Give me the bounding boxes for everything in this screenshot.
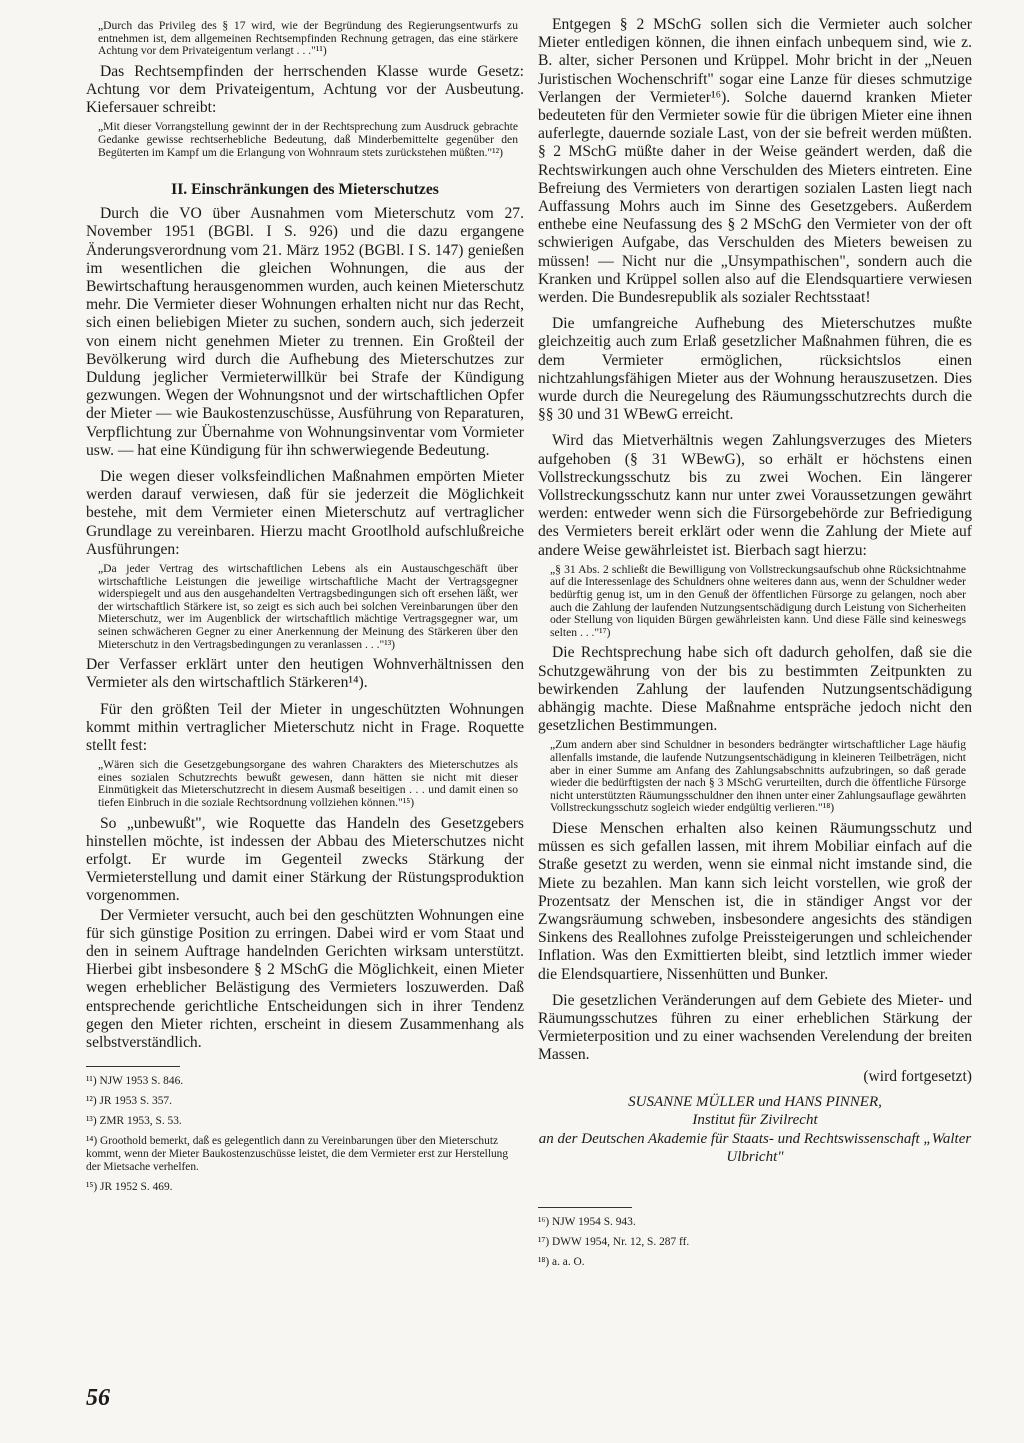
quote-block: „Mit dieser Vorrangstellung gewinnt der in der Rechtsprechung zum Ausdruck gebrachte Gedanke gewisse rechtserhebliche Bedeutung, daß Minderbemittelte gegenüber den Begüterten im Kampf um die Erlangung von Wohnraum stets zurückstehen müßten."¹²) xyxy=(98,120,518,159)
continuation-note: (wird fortgesetzt) xyxy=(863,1067,972,1085)
author-names: SUSANNE MÜLLER und HANS PINNER, xyxy=(628,1093,882,1110)
quote-block: „Da jeder Vertrag des wirtschaftlichen Lebens als ein Austauschgeschäft über wirtschaftliche Leistungen die jeweilige wirtschaftliche Macht der Vertragsgegner widerspiegelt und aus den ausgehandelten Vertragsbedingungen sich oft ersehen läßt, wer der wirtschaftlich Stärkere ist, so zeigt es sich auch bei solchen Vereinbarungen über den Mieterschutz, wer im Augenblick der wirtschaftlich mächtige Vertragsgegner war, um seinen schwächeren Gegner zu einer Anerkennung der Meinung des Stärkeren über den Mieterschutz in den Vertragsbedingungen zu veranlassen . . ."¹³) xyxy=(98,562,518,651)
paragraph: Für den größten Teil der Mieter in ungeschützten Wohnungen kommt mithin vertraglicher Mieterschutz nicht in Frage. Roquette stellt fest: xyxy=(86,700,524,754)
footnote: ¹⁶) NJW 1954 S. 943. xyxy=(538,1215,636,1228)
footnote: ¹³) ZMR 1953, S. 53. xyxy=(86,1115,182,1128)
paragraph: Durch die VO über Ausnahmen vom Mieterschutz vom 27. November 1951 (BGBl. I S. 926) und die dazu ergangene Änderungsverordnung vom 21. März 1952 (BGBl. I S. 147) genießen im wesentlichen die gleichen Wohnungen, die aus der Bewirtschaftung herausgenommen wurden, auch keinen Mieterschutz mehr. Die Vermieter dieser Wohnungen erhalten nicht nur das Recht, sich einen beliebigen Mieter zu suchen, sondern auch, sich jederzeit von einem nicht genehmen Mieter zu trennen. Ein Großteil der Bevölkerung wird durch die Aufhebung des Mieterschutzes zur Duldung jeglicher Vermieterwillkür bei Strafe der Kündigung gezwungen. Wegen der Wohnungsnot und der wirtschaftlichen Opfer der Mieter — wie Baukostenzuschüsse, Ausführung von Reparaturen, Verpflichtung zur Übernahme von Wohnungsinventar vom Vormieter usw. — hat eine Kündigung für ihn schwerwiegende Bedeutung. xyxy=(86,205,524,459)
academy-name: an der Deutschen Akademie für Staats- und Rechtswissenschaft „Walter Ulbricht" xyxy=(538,1130,972,1166)
footnote: ¹¹) NJW 1953 S. 846. xyxy=(86,1075,184,1088)
left-column xyxy=(86,16,524,1201)
paragraph: Die umfangreiche Aufhebung des Mieterschutzes mußte gleichzeitig auch zum Erlaß gesetzlicher Maßnahmen führen, die es dem Vermieter ermöglichen, rücksichtslos einen nichtzahlungsfähigen Mieter aus der Wohnung herauszusetzen. Dies wurde durch die Neuregelung des Räumungsschutzrechts durch die §§ 30 und 31 WBewG erreicht. xyxy=(538,315,972,424)
quote-block: „Wären sich die Gesetzgebungsorgane des wahren Charakters des Mieterschutzes als eines sozialen Schutzrechts bewußt gewesen, dann hätten sie nicht mit dieser Einmütigkeit das Mieterschutzrecht in diesem Ausmaß beseitigen . . . und damit einen so tiefen Einbruch in die soziale Rechtsordnung vollziehen können."¹⁵) xyxy=(98,758,518,809)
paragraph: Die Rechtsprechung habe sich oft dadurch geholfen, daß sie die Schutzgewährung von der bis zu bestimmten Zeitpunkten zu bewirkenden Zahlung der laufenden Nutzungsentschädigung abhängig machte. Diese Maßnahme entspräche jedoch nicht den gesetzlichen Bestimmungen. xyxy=(538,644,972,735)
footnote-divider xyxy=(538,1207,632,1208)
paragraph: Wird das Mietverhältnis wegen Zahlungsverzuges des Mieters aufgehoben (§ 31 WBewG), so erhält er höchstens einen Vollstreckungsschutz bis zu zwei Wochen. Ein längerer Vollstreckungsschutz kann nur unter zwei Voraussetzungen gewährt werden: entweder wenn sich die Fürsorgebehörde zur Befriedigung des Vermieters bereit erklärt oder wenn die Zahlung der Miete auf andere Weise gewährleistet ist. Bierbach sagt hierzu: xyxy=(538,432,972,559)
paragraph: Der Verfasser erklärt unter den heutigen Wohnverhältnissen den Vermieter als den wirtschaftlich Stärkeren¹⁴). xyxy=(86,656,524,692)
quote-block: „§ 31 Abs. 2 schließt die Bewilligung von Vollstreckungsaufschub ohne Rücksichtnahme auf die Interessenlage des Schuldners ohne weiteres dann aus, wenn der Schuldner weder bedürftig genug ist, um in den Genuß der öffentlichen Fürsorge zu gelangen, noch aber auch die Zahlung der laufenden Nutzungsentschädigung durch Leistung von Sicherheiten oder Stellung von liquiden Bürgen gewährleisten kann. Und diese Fälle sind keineswegs selten . . ."¹⁷) xyxy=(550,562,966,639)
page-number: 56 xyxy=(86,1385,110,1411)
footnote: ¹⁷) DWW 1954, Nr. 12, S. 287 ff. xyxy=(538,1235,690,1248)
author-signature xyxy=(538,1093,972,1167)
paragraph: Diese Menschen erhalten also keinen Räumungsschutz und müssen es sich gefallen lassen, mit ihrem Mobiliar einfach auf die Straße gesetzt zu werden, wenn sie einmal nicht imstande sind, die Miete zu bezahlen. Man kann sich leicht vorstellen, wie groß der Prozentsatz der Menschen ist, die in ständiger Angst vor der Zwangsräumung schweben, insbesondere angesichts des ständigen Sinkens des Reallohnes zufolge Preissteigerungen und schleichender Inflation. Was den Exmittierten bleibt, sind letztlich immer wieder die Elendsquartiere, Nissenhütten und Bunker. xyxy=(538,820,972,983)
paragraph: Das Rechtsempfinden der herrschenden Klasse wurde Gesetz: Achtung vor dem Privateigentum, Achtung vor der Ausbeutung. Kiefersauer schreibt: xyxy=(86,62,524,117)
paragraph: Entgegen § 2 MSchG sollen sich die Vermieter auch solcher Mieter entledigen können, die ihnen einfach unbequem sind, wie z. B. alter, sicher Personen und Krüppel. Mohr bricht in der „Neuen Juristischen Wochenschrift" sogar eine Lanze für dieses schmutzige Verlangen der Vermieter¹⁶). Solche dauernd kranken Mieter bedeuteten für den Vermieter sowie für die übrigen Mieter eine ihnen auferlegte, dauernde soziale Last, von der sie befreit werden müßten. § 2 MSchG müßte daher in der Weise geändert werden, daß die Rechtswirkungen auch ohne Verschulden des Mieters eintreten. Eine Befreiung des Vermieters von derartigen sozialen Lasten liegt nach Auffassung Mohrs auch im Sinne des Gesetzgebers. Außerdem enthebe eine Neufassung des § 2 MSchG den Vermieter von der oft schwierigen Aufgabe, das Verschulden des Mieters beweisen zu müssen! — Nicht nur die „Unsympathischen", sondern auch die Kranken und Krüppel sollen also auf die Elendsquartiere verwiesen werden. Die Bundesrepublik als sozialer Rechtsstaat! xyxy=(538,16,972,307)
institute-name: Institut für Zivilrecht xyxy=(692,1112,818,1129)
quote-block: „Zum andern aber sind Schuldner in besonders bedrängter wirtschaftlicher Lage häufig allenfalls imstande, die laufende Nutzungsentschädigung in kleineren Teilbeträgen, nicht aber in einer Summe am Anfang des Zahlungsabschnitts aufzubringen, so daß gerade wieder die bedürftigsten der nach § 3 MSchG verurteilten, durch die öffentliche Fürsorge nicht unterstützten Räumungsschuldner den ihnen unter einer Zahlungsauflage gewährten Vollstreckungsschutz sogleich wieder endgültig verlieren."¹⁸) xyxy=(550,738,966,815)
quote-block: „Durch das Privileg des § 17 wird, wie der Begründung des Regierungsentwurfs zu entnehmen ist, dem allgemeinen Rechtsempfinden Rechnung getragen, das eine stärkere Achtung vor dem Privateigentum verlangt . . ."¹¹) xyxy=(98,19,518,58)
footnote: ¹⁴) Groothold bemerkt, daß es gelegentlich dann zu Vereinbarungen über den Mieterschutz kommt, wenn der Mieter Baukostenzuschüsse leistet, die dem Vermieter erst zur Herstellung der Mietsache verhelfen. xyxy=(86,1135,509,1174)
paragraph: Der Vermieter versucht, auch bei den geschützten Wohnungen eine für sich günstige Position zu erringen. Dabei wird er vom Staat und den in seinem Auftrage handelnden Gerichten wirksam unterstützt. Hierbei gibt insbesondere § 2 MSchG die Möglichkeit, einen Mieter wegen erheblicher Belästigung des Vermieters loszuwerden. Daß entsprechende gerichtliche Entscheidungen sich in ihrer Tendenz gegen den Mieter richten, erscheint in diesem Zusammenhang als selbstverständlich. xyxy=(86,906,524,1052)
footnote: ¹⁵) JR 1952 S. 469. xyxy=(86,1181,173,1194)
paragraph: Die gesetzlichen Veränderungen auf dem Gebiete des Mieter- und Räumungsschutzes führen zu einer erheblichen Stärkung der Vermieterposition und zu einer wachsenden Verelendung der breiten Massen. xyxy=(538,991,972,1064)
section-heading: II. Einschränkungen des Mieterschutzes xyxy=(171,181,439,199)
right-column xyxy=(538,16,972,1276)
footnote-divider xyxy=(86,1066,180,1067)
footnote: ¹⁸) a. a. O. xyxy=(538,1255,585,1268)
footnote: ¹²) JR 1953 S. 357. xyxy=(86,1095,172,1108)
paragraph: Die wegen dieser volksfeindlichen Maßnahmen empörten Mieter werden darauf verwiesen, daß für sie jederzeit die Möglichkeit bestehe, mit dem Vermieter einen Mieterschutz auf vertraglicher Grundlage zu vereinbaren. Hierzu macht Grootlhold aufschlußreiche Ausführungen: xyxy=(86,468,524,558)
paragraph: So „unbewußt", wie Roquette das Handeln des Gesetzgebers hinstellen möchte, ist indessen der Abbau des Mieterschutzes nicht erfolgt. Er wurde im Gegenteil zwecks Stärkung der Vermieterstellung und damit einer Stärkung der Rüstungsproduktion vorgenommen. xyxy=(86,814,524,905)
